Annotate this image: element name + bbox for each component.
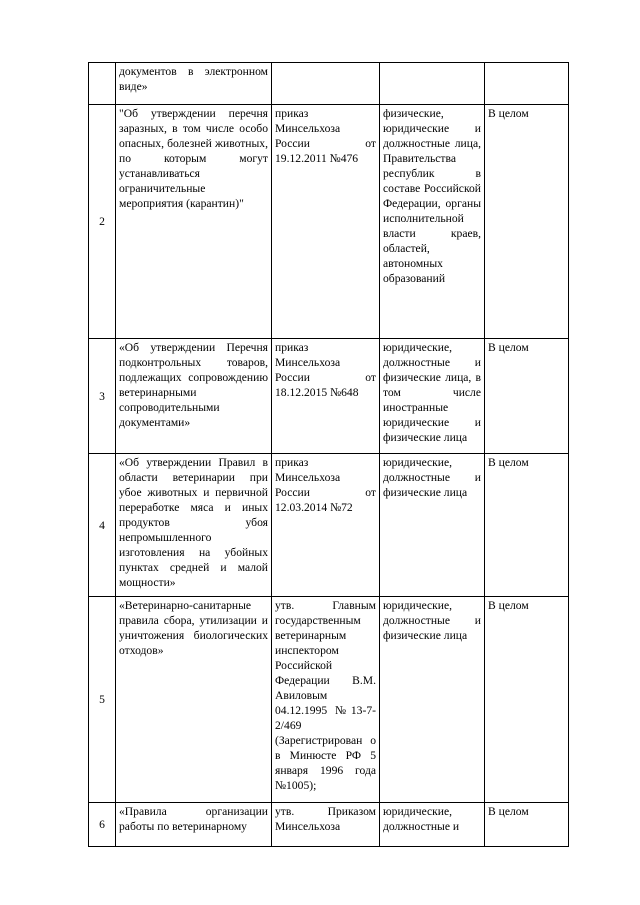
row-number: 2 xyxy=(89,105,116,339)
table-row xyxy=(89,63,569,105)
document-title: «Об утверждении Перечня подконтрольных товаров, подлежащих сопровождению ветеринарными сопроводительными документами» xyxy=(116,339,272,454)
approving-act: утв. Главным государственным ветеринарным инспектором Российской Федерации В.М. Авиловым 04.12.1995 №13-7-2/469 (Зарегистрирован о в Минюсте РФ 5 января 1996 года №1005); xyxy=(272,597,380,803)
document-title: «Ветеринарно-санитарные правила сбора, утилизации и уничтожения биологических отходов» xyxy=(116,597,272,803)
regulations-table xyxy=(88,62,569,847)
row-number xyxy=(89,63,116,105)
table-row xyxy=(89,803,569,847)
subjects: юридические, должностные и физические лица xyxy=(380,454,485,597)
row-number: 6 xyxy=(89,803,116,847)
document-title: «Об утверждении Правил в области ветеринарии при убое животных и первичной переработке мяса и иных продуктов убоя непромышленного изготовления на убойных пунктах средней и малой мощности» xyxy=(116,454,272,597)
subjects: физические, юридические и должностные лица, Правительства республик в составе Российской Федерации, органы исполнительной власти краев, областей, автономных образований xyxy=(380,105,485,339)
application-scope: В целом xyxy=(485,597,569,803)
application-scope: В целом xyxy=(485,339,569,454)
document-title-text: документов в электронном виде» xyxy=(119,65,268,93)
approving-act xyxy=(272,63,380,105)
approving-act: утв. Приказом Минсельхоза xyxy=(272,803,380,847)
document-title xyxy=(116,63,272,105)
table-row xyxy=(89,454,569,597)
document-title: «Правила организации работы по ветеринарному xyxy=(116,803,272,847)
row-number: 3 xyxy=(89,339,116,454)
application-scope: В целом xyxy=(485,803,569,847)
row-number: 4 xyxy=(89,454,116,597)
approving-act: приказ Минсельхоза России от 12.03.2014 №72 xyxy=(272,454,380,597)
application-scope: В целом xyxy=(485,105,569,339)
approving-act: приказ Минсельхоза России от 19.12.2011 №476 xyxy=(272,105,380,339)
subjects: юридические, должностные и xyxy=(380,803,485,847)
document-title: "Об утверждении перечня заразных, в том числе особо опасных, болезней животных, по которым могут устанавливаться ограничительные мероприятия (карантин)" xyxy=(116,105,272,339)
table-row xyxy=(89,339,569,454)
subjects: юридические, должностные и физические лица xyxy=(380,597,485,803)
application-scope xyxy=(485,63,569,105)
application-scope: В целом xyxy=(485,454,569,597)
approving-act: приказ Минсельхоза России от 18.12.2015 №648 xyxy=(272,339,380,454)
row-number: 5 xyxy=(89,597,116,803)
subjects xyxy=(380,63,485,105)
subjects: юридические, должностные и физические лица, в том числе иностранные юридические и физические лица xyxy=(380,339,485,454)
table-row xyxy=(89,105,569,339)
table-row xyxy=(89,597,569,803)
